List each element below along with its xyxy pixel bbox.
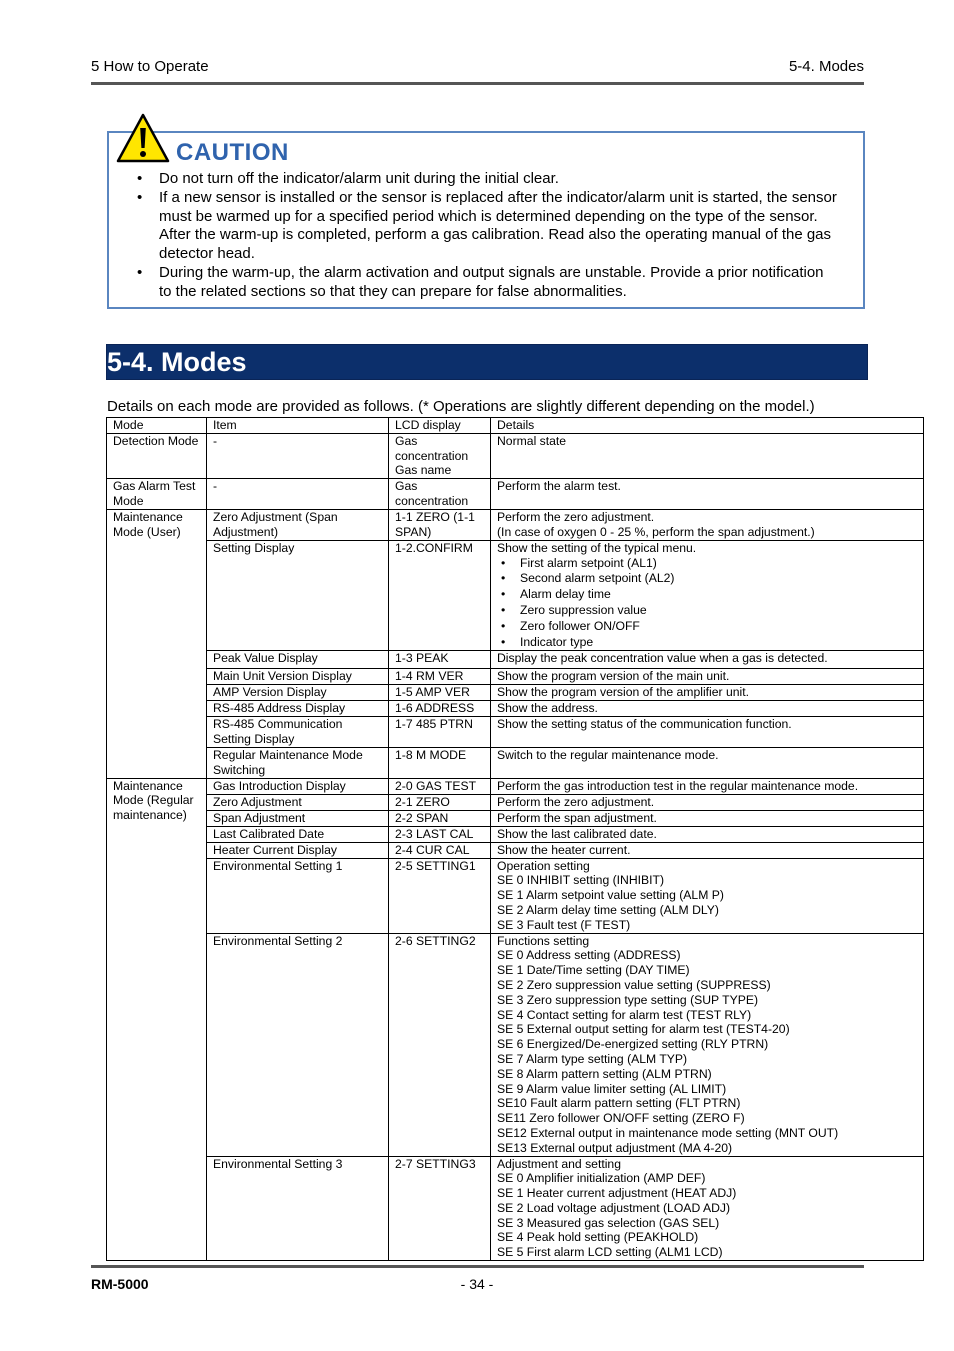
details-line: SE 3 Zero suppression type setting (SUP TYPE) (497, 992, 759, 1007)
details-line: SE 4 Peak hold setting (PEAKHOLD) (497, 1230, 699, 1245)
item-cell: Regular Maintenance Mode Switching (207, 747, 389, 778)
table-row (107, 540, 924, 651)
lcd-cell: 2-0 GAS TEST (389, 778, 491, 794)
details-cell (491, 651, 924, 669)
details-line: Switch to the regular maintenance mode. (497, 747, 719, 762)
details-line: Perform the alarm test. (497, 479, 621, 494)
header-rule (91, 82, 864, 85)
details-line: (In case of oxygen 0 - 25 %, perform the span adjustment.) (497, 524, 815, 539)
lcd-cell: 1-6 ADDRESS (389, 701, 491, 717)
details-line: SE 1 Heater current adjustment (HEAT ADJ) (497, 1186, 737, 1201)
details-line: Show the program version of the amplifier unit. (497, 685, 749, 700)
table-row (107, 1156, 924, 1261)
details-bullet: • Alarm delay time (497, 587, 917, 603)
table-row (107, 933, 924, 1156)
details-bullet-list (497, 556, 917, 651)
lcd-cell: 2-6 SETTING2 (389, 933, 491, 1156)
details-bullet: • First alarm setpoint (AL1) (497, 556, 917, 572)
details-line: SE 5 First alarm LCD setting (ALM1 LCD) (497, 1245, 723, 1260)
item-cell: Heater Current Display (207, 842, 389, 858)
item-cell: Zero Adjustment (Span Adjustment) (207, 509, 389, 540)
lcd-cell: 2-2 SPAN (389, 810, 491, 826)
modes-table (106, 417, 924, 1261)
caution-item: • If a new sensor is installed or the sensor is replaced after the indicator/alarm unit is started, the sensor must be warmed up for a specified period which is determined depending on the type of the sensor. After the warm-up is completed, perform a gas calibration. Read also the operating manual of the gas detector head. (137, 189, 837, 264)
item-cell: Environmental Setting 3 (207, 1156, 389, 1261)
details-line: SE10 Fault alarm pattern setting (FLT PTRN) (497, 1096, 741, 1111)
table-row (107, 794, 924, 810)
details-line: SE 0 Address setting (ADDRESS) (497, 948, 681, 963)
lcd-cell: 1-4 RM VER (389, 669, 491, 685)
running-header-section: 5-4. Modes (788, 58, 864, 75)
details-line: SE 2 Alarm delay time setting (ALM DLY) (497, 902, 719, 917)
column-header-mode: Mode (107, 418, 207, 434)
table-row (107, 858, 924, 933)
mode-cell: Detection Mode (107, 433, 207, 478)
details-line: Display the peak concentration value when a gas is detected. (497, 651, 828, 666)
details-line: SE 3 Fault test (F TEST) (497, 917, 631, 932)
details-cell (491, 509, 924, 540)
details-cell (491, 1156, 924, 1261)
details-cell (491, 540, 924, 651)
table-row (107, 717, 924, 748)
lcd-cell: 2-1 ZERO (389, 794, 491, 810)
details-cell (491, 810, 924, 826)
lcd-cell: 2-7 SETTING3 (389, 1156, 491, 1261)
item-cell: Setting Display (207, 540, 389, 651)
details-line: SE 6 Energized/De-energized setting (RLY PTRN) (497, 1037, 769, 1052)
item-cell: - (207, 479, 389, 510)
caution-title: CAUTION (176, 139, 289, 166)
lcd-cell: 1-2.CONFIRM (389, 540, 491, 651)
details-cell (491, 933, 924, 1156)
details-line: SE 7 Alarm type setting (ALM TYP) (497, 1051, 688, 1066)
details-bullet: • Indicator type (497, 635, 917, 651)
details-cell (491, 685, 924, 701)
caution-item: • Do not turn off the indicator/alarm unit during the initial clear. (137, 170, 837, 189)
details-line: Perform the gas introduction test in the regular maintenance mode. (497, 778, 859, 793)
mode-cell: Maintenance Mode (Regular maintenance) (107, 778, 207, 1261)
details-line: Perform the span adjustment. (497, 810, 657, 825)
item-cell: AMP Version Display (207, 685, 389, 701)
column-header-item: Item (207, 418, 389, 434)
table-row (107, 509, 924, 540)
column-header-details: Details (491, 418, 924, 434)
table-row (107, 479, 924, 510)
lcd-cell: 1-7 485 PTRN (389, 717, 491, 748)
details-line: SE12 External output in maintenance mode setting (MNT OUT) (497, 1125, 839, 1140)
details-cell (491, 826, 924, 842)
details-cell (491, 433, 924, 478)
details-cell (491, 794, 924, 810)
caution-list (137, 170, 837, 302)
table-row (107, 842, 924, 858)
item-cell: Span Adjustment (207, 810, 389, 826)
details-cell (491, 717, 924, 748)
page-number: - 34 - (460, 1276, 494, 1292)
details-bullet: • Zero follower ON/OFF (497, 619, 917, 635)
table-row (107, 810, 924, 826)
details-bullet: • Second alarm setpoint (AL2) (497, 571, 917, 587)
lcd-cell: Gas concentration Gas name (389, 433, 491, 478)
details-cell (491, 479, 924, 510)
item-cell: RS-485 Communication Setting Display (207, 717, 389, 748)
details-line: SE 8 Alarm pattern setting (ALM PTRN) (497, 1066, 712, 1081)
details-cell (491, 842, 924, 858)
details-bullet: • Zero suppression value (497, 603, 917, 619)
details-line: Show the heater current. (497, 842, 631, 857)
details-line: SE 5 External output setting for alarm test (TEST4-20) (497, 1022, 790, 1037)
details-cell (491, 858, 924, 933)
lcd-cell: 2-5 SETTING1 (389, 858, 491, 933)
details-line: SE 9 Alarm value limiter setting (AL LIMIT) (497, 1081, 727, 1096)
lcd-cell: 2-3 LAST CAL (389, 826, 491, 842)
details-line: Show the setting of the typical menu. (497, 540, 697, 555)
item-cell: RS-485 Address Display (207, 701, 389, 717)
section-title: 5-4. Modes (107, 347, 247, 377)
details-line: Perform the zero adjustment. (497, 794, 655, 809)
table-row (107, 433, 924, 478)
details-line: Functions setting (497, 933, 590, 948)
table-row (107, 778, 924, 794)
footer-rule (91, 1265, 864, 1268)
table-row (107, 747, 924, 778)
item-cell: Environmental Setting 1 (207, 858, 389, 933)
lcd-cell: 1-5 AMP VER (389, 685, 491, 701)
details-line: Show the last calibrated date. (497, 826, 657, 841)
details-line: SE 1 Date/Time setting (DAY TIME) (497, 963, 690, 978)
footer-model: RM-5000 (91, 1276, 149, 1292)
lcd-cell: 1-3 PEAK (389, 651, 491, 669)
details-cell (491, 701, 924, 717)
details-line: SE 2 Load voltage adjustment (LOAD ADJ) (497, 1200, 731, 1215)
table-row (107, 685, 924, 701)
table-row (107, 669, 924, 685)
item-cell: Environmental Setting 2 (207, 933, 389, 1156)
details-line: Adjustment and setting (497, 1156, 621, 1171)
details-line: Show the setting status of the communication function. (497, 717, 792, 732)
intro-paragraph: Details on each mode are provided as follows. (* Operations are slightly different depending on the model.) (107, 398, 815, 415)
details-cell (491, 747, 924, 778)
details-line: SE 1 Alarm setpoint value setting (ALM P) (497, 888, 724, 903)
lcd-cell: 1-1 ZERO (1-1 SPAN) (389, 509, 491, 540)
lcd-cell: Gas concentration (389, 479, 491, 510)
details-cell (491, 669, 924, 685)
item-cell: Main Unit Version Display (207, 669, 389, 685)
running-header-chapter: 5 How to Operate (91, 58, 209, 75)
lcd-cell: 1-8 M MODE (389, 747, 491, 778)
details-line: Show the address. (497, 701, 598, 716)
warning-triangle-icon (115, 112, 171, 164)
item-cell: - (207, 433, 389, 478)
details-line: SE11 Zero follower ON/OFF setting (ZERO F) (497, 1111, 745, 1126)
lcd-cell: 2-4 CUR CAL (389, 842, 491, 858)
details-line: Perform the zero adjustment. (497, 509, 655, 524)
details-line: SE 0 Amplifier initialization (AMP DEF) (497, 1171, 706, 1186)
item-cell: Peak Value Display (207, 651, 389, 669)
details-line: SE 0 INHIBIT setting (INHIBIT) (497, 873, 665, 888)
table-header-row (107, 418, 924, 434)
table-row (107, 651, 924, 669)
details-line: SE13 External output adjustment (MA 4-20) (497, 1140, 733, 1155)
mode-cell: Maintenance Mode (User) (107, 509, 207, 778)
item-cell: Last Calibrated Date (207, 826, 389, 842)
mode-cell: Gas Alarm Test Mode (107, 479, 207, 510)
item-cell: Gas Introduction Display (207, 778, 389, 794)
details-line: Show the program version of the main unit. (497, 669, 730, 684)
details-line: SE 3 Measured gas selection (GAS SEL) (497, 1215, 720, 1230)
details-cell (491, 778, 924, 794)
caution-item: • During the warm-up, the alarm activation and output signals are unstable. Provide a prior notification to the related sections so that they can prepare for false abnormalities. (137, 264, 837, 302)
details-line: Normal state (497, 433, 567, 448)
table-row (107, 701, 924, 717)
details-line: SE 2 Zero suppression value setting (SUPPRESS) (497, 977, 771, 992)
item-cell: Zero Adjustment (207, 794, 389, 810)
table-row (107, 826, 924, 842)
details-line: SE 4 Contact setting for alarm test (TEST RLY) (497, 1007, 752, 1022)
column-header-lcd: LCD display (389, 418, 491, 434)
details-line: Operation setting (497, 858, 590, 873)
